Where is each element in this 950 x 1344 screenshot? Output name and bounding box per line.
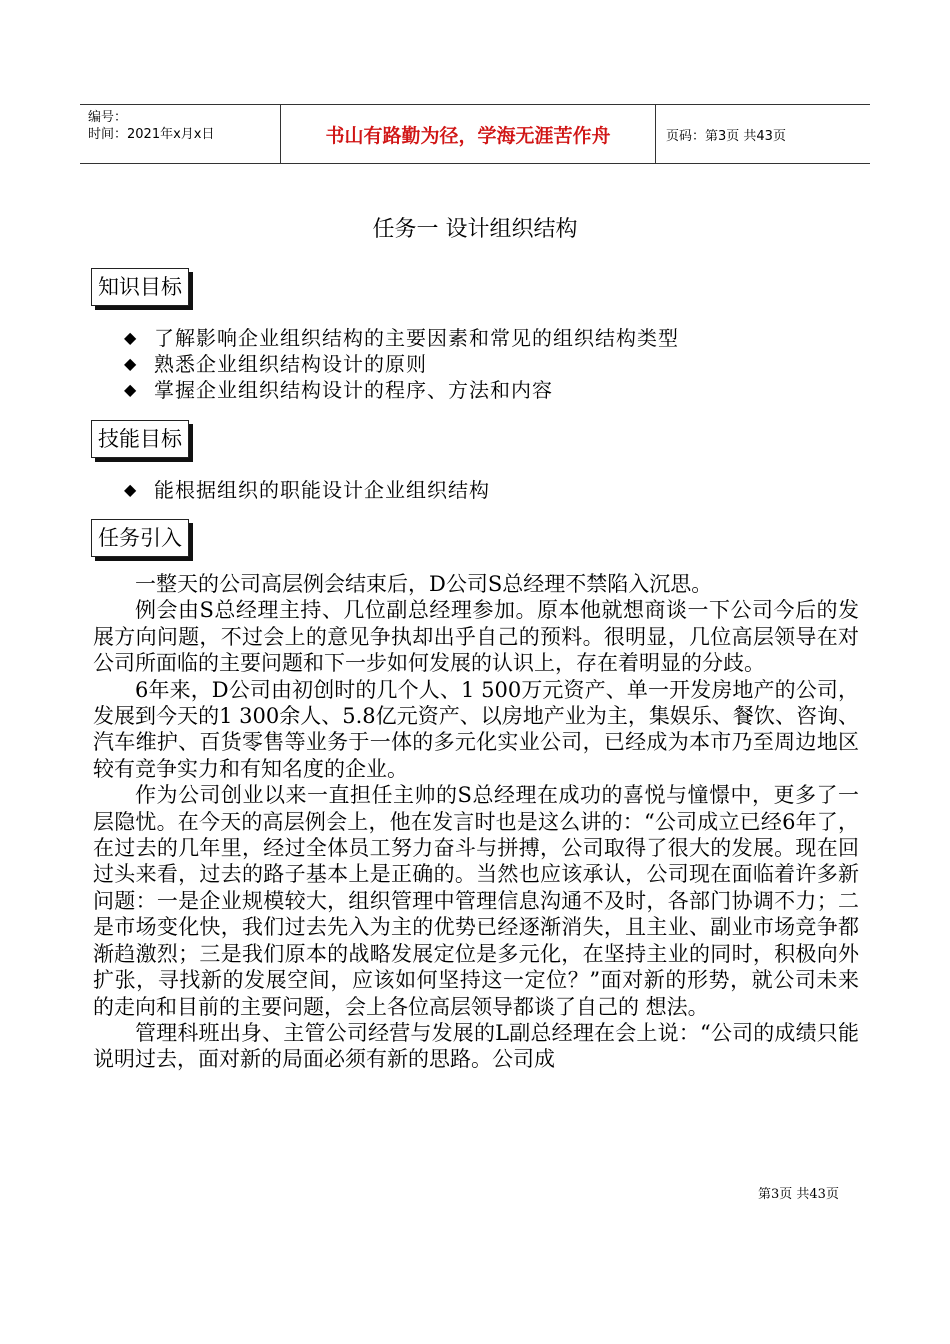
paragraph: 管理科班出身、主管公司经营与发展的L副总经理在会上说：“公司的成绩只能说明过去，面对新的局面必须有新的思路。公司成 <box>93 1020 859 1072</box>
page-footer: 第3页 共43页 <box>758 1187 839 1202</box>
intro-body <box>93 571 859 1073</box>
list-item: ◆ 掌握企业组织结构设计的程序、方法和内容 <box>124 378 553 402</box>
list-item: ◆ 了解影响企业组织结构的主要因素和常见的组织结构类型 <box>124 326 679 350</box>
code-label: 编号： <box>88 110 128 125</box>
header-meta <box>80 105 280 163</box>
knowledge-list <box>124 325 679 403</box>
paragraph: 一整天的公司高层例会结束后，D公司S总经理不禁陷入沉思。 <box>135 572 713 596</box>
diamond-bullet-icon: ◆ <box>124 480 138 499</box>
diamond-bullet-icon: ◆ <box>124 380 138 399</box>
time-label: 时间：2021年x月x日 <box>88 127 215 142</box>
section-skill-heading: 技能目标 <box>91 420 189 458</box>
page-header <box>80 104 870 164</box>
diamond-bullet-icon: ◆ <box>124 354 138 373</box>
page-title: 任务一 设计组织结构 <box>372 217 578 242</box>
section-intro-heading: 任务引入 <box>91 519 189 557</box>
section-knowledge-heading: 知识目标 <box>91 268 189 306</box>
header-page-number: 页码：第3页 共43页 <box>666 128 786 144</box>
diamond-bullet-icon: ◆ <box>124 328 138 347</box>
skill-list <box>124 477 490 503</box>
list-item: ◆ 能根据组织的职能设计企业组织结构 <box>124 478 490 502</box>
paragraph: 作为公司创业以来一直担任主帅的S总经理在成功的喜悦与憧憬中，更多了一层隐忧。在今天的高层例会上，他在发言时也是这么讲的：“公司成立已经6年了，在过去的几年里，经过全体员工努力奋斗与拼搏，公司取得了很大的发展。现在回过头来看，过去的路子基本上是正确的。当然也应该承认，公司现在面临着许多新问题：一是企业规模较大，组织管理中管理信息沟通不及时，各部门协调不力；二是市场变化快，我们过去先入为主的优势已经逐渐消失，且主业、副业市场竞争都渐趋激烈；三是我们原本的战略发展定位是多元化，在坚持主业的同时，积极向外扩张，寻找新的发展空间，应该如何坚持这一定位？”面对新的形势，就公司未来的走向和目前的主要问题，会上各位高层领导都谈了自己的 想法。 <box>93 783 859 1019</box>
paragraph: 例会由S总经理主持、几位副总经理参加。原本他就想商谈一下公司今后的发展方向问题，不过会上的意见争执却出乎自己的预料。很明显，几位高层领导在对公司所面临的主要问题和下一步如何发展的认识上，存在着明显的分歧。 <box>93 598 859 676</box>
list-item: ◆ 熟悉企业组织结构设计的原则 <box>124 352 427 376</box>
paragraph: 6年来，D公司由初创时的几个人、1 500万元资产、单一开发房地产的公司，发展到今天的1 300余人、5.8亿元资产、以房地产业为主，集娱乐、餐饮、咨询、汽车维护、百货零售等业务于一体的多元化实业公司，已经成为本市乃至周边地区较有竞争实力和有知名度的企业。 <box>93 677 859 781</box>
header-motto: 书山有路勤为径，学海无涯苦作舟 <box>280 105 656 163</box>
